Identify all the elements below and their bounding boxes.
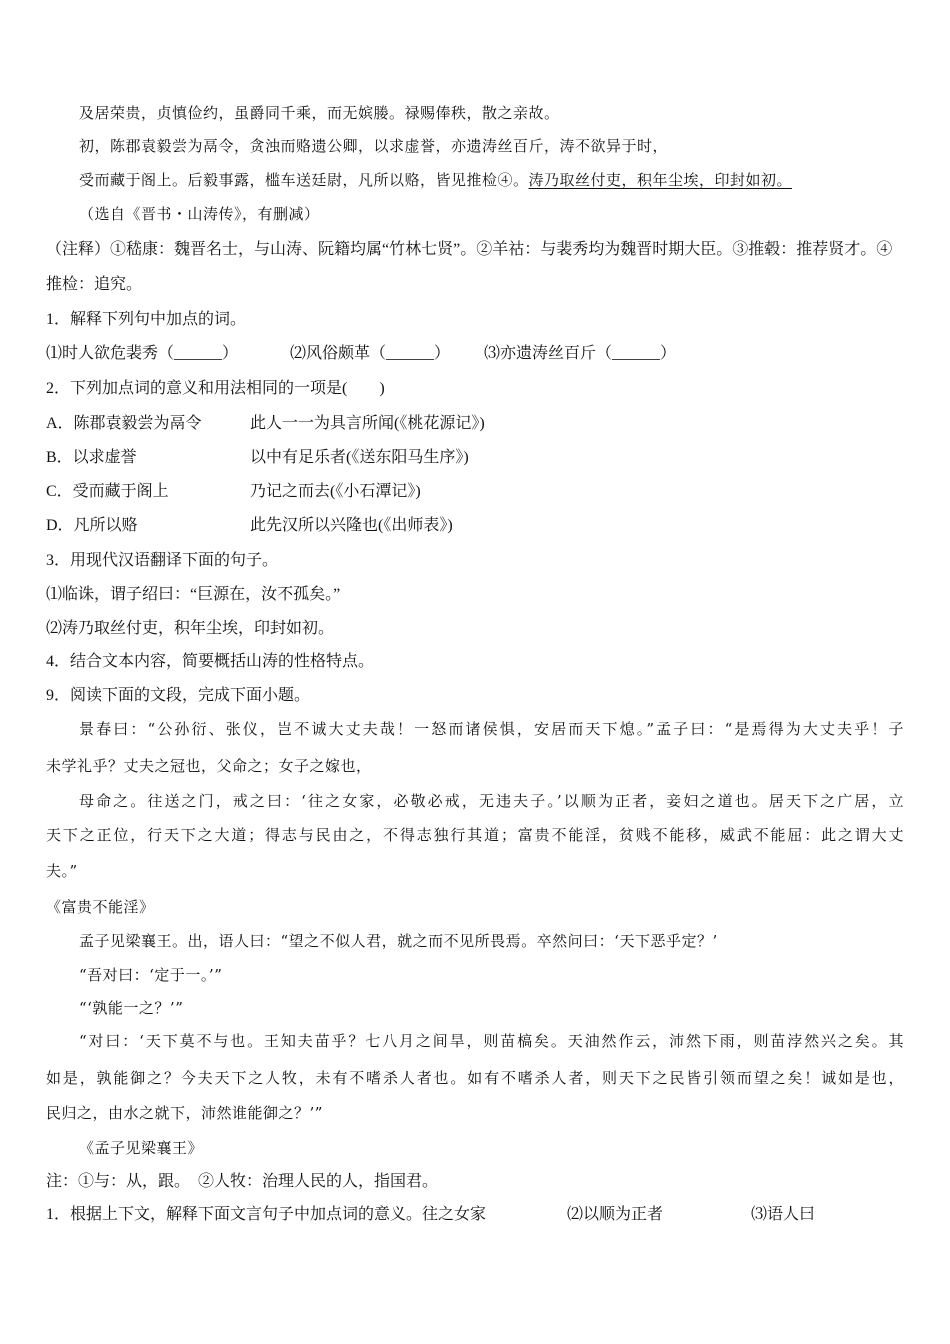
q9-sub1-item3: ⑶语人曰: [751, 1206, 816, 1223]
q3-item1: ⑴临诛，谓子绍曰：“巨源在，汝不孤矣。”: [46, 586, 341, 603]
q9-p3: 孟子见梁襄王。出，语人曰：“望之不似人君，就之而不见所畏焉。卒然问曰：‘天下恶乎定？’: [79, 932, 718, 950]
q2-option-c-right: 乃记之而去(《小石潭记》): [250, 483, 421, 500]
q9-p6-line2: 如是，孰能御之？今夫天下之人牧，未有不嗜杀人者也。如有不嗜杀人者，则天下之民皆引领而望之矣！诚如是也，: [46, 1069, 904, 1087]
q9-title1: 《富贵不能淫》: [46, 898, 155, 916]
q9-p4: “吾对曰：‘定于一。’”: [79, 966, 223, 984]
passage1-line3: [79, 170, 792, 190]
q9-p2-line3: 夫。”: [46, 862, 78, 880]
q1-item1: ⑴时人欲危裴秀（______）: [46, 345, 239, 362]
q9-p6-line1: “对曰：‘天下莫不与也。王知夫苗乎？七八月之间旱，则苗槁矣。天油然作云，沛然下雨，则苗浡然兴之矣。其: [79, 1032, 904, 1050]
q9-p2-line1: 母命之。往送之门，戒之曰：‘往之女家，必敬必戒，无违夫子。’以顺为正者，妾妇之道也。居天下之广居，立: [79, 792, 904, 810]
q2-title: 2．下列加点词的意义和用法相同的一项是( ): [46, 380, 385, 397]
q9-sub1-title: 1．根据上下文，解释下面文言句子中加点词的意义。往之女家: [46, 1206, 487, 1223]
passage1-line3-underlined: 涛乃取丝付吏，积年尘埃，印封如初。: [528, 171, 793, 189]
q9-p2-line2: 天下之正位，行天下之大道；得志与民由之，不得志独行其道；富贵不能淫，贫贱不能移，威武不能屈：此之谓大丈: [46, 826, 904, 844]
q2-option-b-right: 以中有足乐者(《送东阳马生序》): [250, 449, 469, 466]
q3-item2: ⑵涛乃取丝付吏，积年尘埃，印封如初。: [46, 620, 335, 637]
q9-title2: 《孟子见梁襄王》: [79, 1139, 204, 1157]
q2-option-a-left: A．陈郡袁毅尝为鬲令: [46, 415, 202, 432]
q1-item3: ⑶亦遗涛丝百斤（______）: [484, 345, 677, 362]
passage1-line3-plain: 受而藏于阁上。后毅事露，槛车送廷尉，凡所以赂，皆见推检④。: [79, 171, 529, 189]
q9-p1-line2: 未学礼乎？丈夫之冠也，父命之；女子之嫁也，: [46, 757, 372, 775]
q2-option-d-left: D．凡所以赂: [46, 517, 138, 534]
passage1-source: （选自《晋书・山涛传》，有删减）: [79, 205, 320, 223]
q3-title: 3．用现代汉语翻译下面的句子。: [46, 552, 279, 569]
q9-p1-line1: 景春曰：“公孙衍、张仪，岂不诚大丈夫哉！一怒而诸侯惧，安居而天下熄。”孟子曰：“是焉得为大丈夫乎！子: [79, 720, 904, 738]
passage1-line2: 初，陈郡袁毅尝为鬲令，贪浊而赂遗公卿，以求虚誉，亦遗涛丝百斤，涛不欲异于时，: [79, 137, 669, 155]
q9-notes: 注：①与：从，跟。 ②人牧：治理人民的人，指国君。: [46, 1173, 439, 1190]
q1-title: 1．解释下列句中加点的词。: [46, 311, 247, 328]
q9-title: 9．阅读下面的文段，完成下面小题。: [46, 687, 311, 704]
q4-title: 4．结合文本内容，简要概括山涛的性格特点。: [46, 653, 375, 670]
q2-option-a-right: 此人一一为具言所闻(《桃花源记》): [250, 415, 485, 432]
notes1-line2: 推检：追究。: [46, 276, 143, 293]
q1-item2: ⑵风俗颇革（______）: [290, 345, 451, 362]
q9-p6-line3: 民归之，由水之就下，沛然谁能御之？’”: [46, 1104, 323, 1122]
q9-sub1-item2: ⑵以顺为正者: [567, 1206, 664, 1223]
q9-p5: “‘孰能一之？’”: [79, 999, 184, 1017]
notes1-line1: （注释）①嵇康：魏晋名士，与山涛、阮籍均属“竹林七贤”。②羊祜：与裴秀均为魏晋时期大臣。③推毂：推荐贤才。④: [46, 241, 893, 258]
q2-option-d-right: 此先汉所以兴隆也(《出师表》): [250, 517, 453, 534]
passage1-line1: 及居荣贵，贞慎俭约，虽爵同千乘，而无嫔媵。禄赐俸秩，散之亲故。: [79, 104, 560, 122]
q2-option-c-left: C．受而藏于阁上: [46, 483, 169, 500]
q2-option-b-left: B．以求虚誉: [46, 449, 137, 466]
